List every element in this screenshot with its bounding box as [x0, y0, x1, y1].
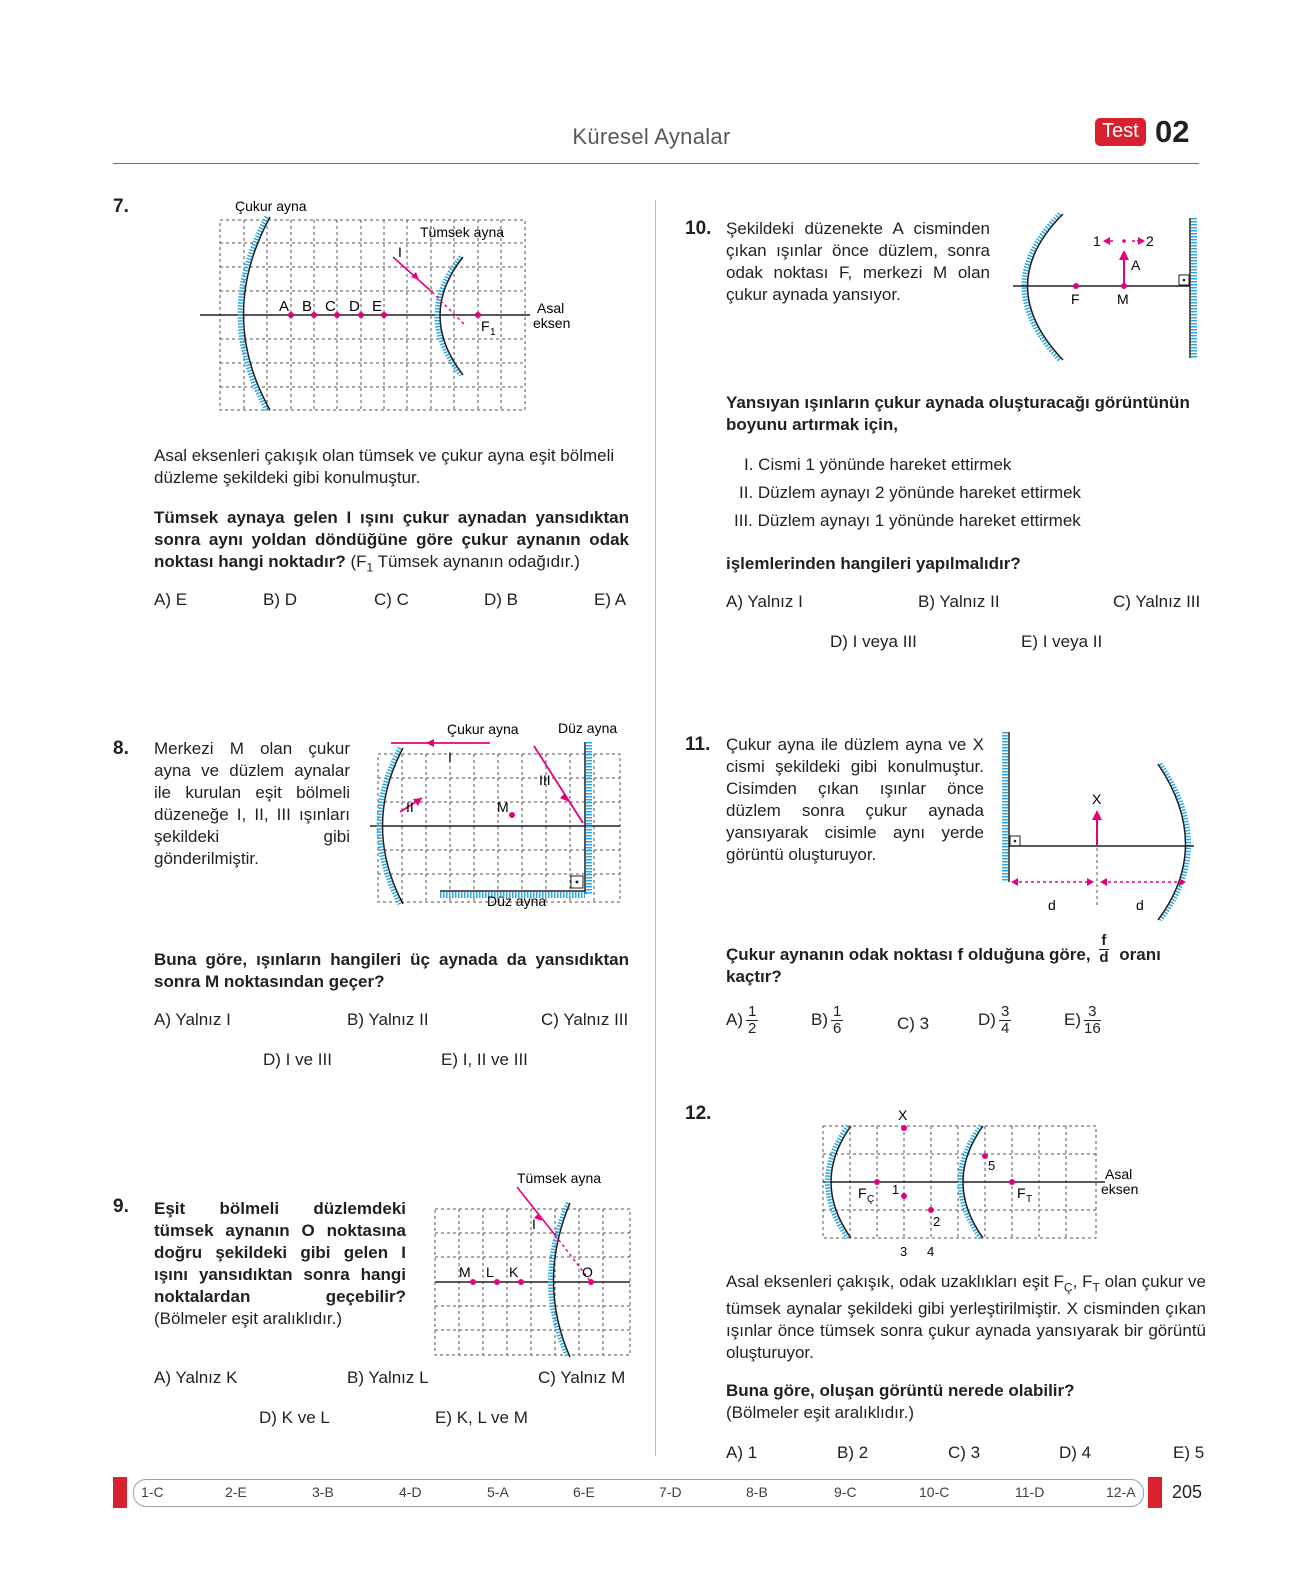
- q9-option-b[interactable]: B) Yalnız L: [347, 1368, 429, 1387]
- q7-note-a: (F: [345, 552, 367, 571]
- q8-option-d[interactable]: D) I ve III: [263, 1050, 332, 1069]
- q11-number: 11.: [685, 734, 711, 755]
- q12-option-d[interactable]: D) 4: [1059, 1443, 1092, 1462]
- q7-question-bold: Tümsek aynaya gelen I ışını çukur aynadan yansıdıktan sonra aynı yoldan döndüğüne göre çukur aynanın odak noktası hangi noktadır?: [154, 508, 629, 571]
- q12-p1: 1: [892, 1182, 900, 1197]
- q10-dir-1: 1: [1093, 233, 1101, 249]
- q8-question: Buna göre, ışınların hangileri üç aynada da yansıdıktan sonra M noktasından geçer?: [154, 950, 629, 991]
- q11-option-c[interactable]: C) 3: [897, 1014, 930, 1033]
- q8-number: 8.: [113, 738, 129, 759]
- answer-6: 6-E: [573, 1484, 595, 1500]
- q8-option-a[interactable]: A) Yalnız I: [154, 1010, 231, 1029]
- footer-red-block-right: [1148, 1477, 1162, 1508]
- q8-option-b[interactable]: B) Yalnız II: [347, 1010, 429, 1029]
- test-number: 02: [1155, 114, 1190, 149]
- answer-12: 12-A: [1106, 1484, 1136, 1500]
- page-number: 205: [1172, 1482, 1203, 1502]
- q10-option-a[interactable]: A) Yalnız I: [726, 592, 803, 611]
- q9-question: [154, 1198, 406, 1330]
- q9-question-bold: Eşit bölmeli düzlemdeki tümsek aynanın O noktasına doğru şekildeki gibi gelen I ışını yansıdıktan sonra hangi noktalardan geçebilir?: [154, 1199, 406, 1306]
- q10-question: Yansıyan ışınların çukur aynada oluşturacağı görüntünün boyunu artırmak için,: [726, 393, 1190, 434]
- test-badge: Test: [1095, 118, 1146, 146]
- q7-number: 7.: [113, 196, 129, 217]
- q9-option-a[interactable]: A) Yalnız K: [154, 1368, 238, 1387]
- q12-p5: 5: [988, 1158, 996, 1173]
- q7-point-c: C: [325, 298, 336, 315]
- answer-2: 2-E: [225, 1484, 247, 1500]
- q10-focal: F: [1071, 291, 1080, 307]
- q10-item-1: I. Cismi 1 yönünde hareket ettirmek: [744, 455, 1012, 474]
- q12-figure: [815, 1100, 1145, 1260]
- q12-p3: 3: [900, 1244, 908, 1259]
- q11-ratio-den: d: [1099, 949, 1109, 967]
- answer-3: 3-B: [312, 1484, 334, 1500]
- q11-d2: d: [1136, 897, 1144, 913]
- q9-ray-label: I: [532, 1216, 536, 1232]
- answer-key-bar: [133, 1479, 1144, 1507]
- column-divider: [655, 200, 656, 1456]
- q12-note: (Bölmeler eşit aralıklıdır.): [726, 1403, 914, 1422]
- q10-figure: [1000, 210, 1205, 370]
- q12-p2: 2: [933, 1214, 941, 1229]
- answer-1: 1-C: [141, 1484, 164, 1500]
- q8-option-c[interactable]: C) Yalnız III: [541, 1010, 629, 1029]
- q11-option-e[interactable]: E) $\frac{3}{16}$: [1064, 1003, 1101, 1037]
- q8-concave-label: Çukur ayna: [447, 721, 519, 737]
- q7-convex-label: Tümsek ayna: [420, 224, 505, 240]
- q12-option-e[interactable]: E) 5: [1173, 1443, 1205, 1462]
- q7-axis-label-2: eksen: [533, 315, 571, 331]
- q11-question-a: Çukur aynanın odak noktası f olduğuna göre,: [726, 945, 1091, 964]
- q7-option-d[interactable]: D) B: [484, 590, 518, 609]
- q7-note-sub: 1: [366, 560, 374, 575]
- q9-point-l: L: [486, 1264, 494, 1280]
- q12-object: X: [898, 1107, 908, 1123]
- answer-5: 5-A: [487, 1484, 509, 1500]
- q7-text: Asal eksenleri çakışık olan tümsek ve çukur ayna eşit bölmeli düzleme şekildeki gibi konulmuştur.: [154, 446, 615, 487]
- q7-note-b: Tümsek aynanın odağıdır.): [373, 552, 580, 571]
- q12-axis-label-1: Asal: [1105, 1166, 1133, 1182]
- q12-axis-label-2: eksen: [1101, 1181, 1139, 1197]
- answer-7: 7-D: [659, 1484, 682, 1500]
- q10-object: A: [1131, 257, 1141, 273]
- q9-note: (Bölmeler eşit aralıklıdır.): [154, 1309, 342, 1328]
- q11-question-b: oranı kaçtır?: [726, 945, 1161, 987]
- q10-number: 10.: [685, 218, 712, 239]
- q9-point-k: K: [509, 1264, 519, 1280]
- q8-figure: [370, 720, 635, 928]
- q7-focal-label: F: [481, 318, 490, 334]
- q12-ft: F: [1017, 1185, 1026, 1201]
- q11-text: Çukur ayna ile düzlem ayna ve X cismi şekildeki gibi konulmuştur. Cisimden çıkan ışınlar önce düzlem sonra çukur aynada yansıyarak cisimle aynı yerde görüntü oluşturuyor.: [726, 735, 984, 864]
- q8-plane-label-top: Düz ayna: [558, 720, 618, 736]
- q8-ray-2: II: [406, 799, 414, 815]
- page-title: Küresel Aynalar: [572, 124, 731, 149]
- q9-figure: [425, 1170, 635, 1370]
- q7-point-d: D: [349, 298, 360, 315]
- q8-plane-label-bottom: Düz ayna: [487, 893, 547, 909]
- q11-ratio-num: f: [1099, 933, 1108, 950]
- q9-option-d[interactable]: D) K ve L: [259, 1408, 330, 1427]
- q10-item-3: III. Düzlem aynayı 1 yönünde hareket ettirmek: [734, 511, 1081, 530]
- q11-question: [726, 932, 1206, 988]
- q10-dir-2: 2: [1146, 233, 1154, 249]
- q10-option-c[interactable]: C) Yalnız III: [1113, 592, 1201, 611]
- q8-text: Merkezi M olan çukur ayna ve düzlem aynalar ile kurulan eşit bölmeli düzeneğe I, II, III ışınları şekildeki gibi gönderilmiştir.: [154, 739, 350, 868]
- q10-question-2: işlemlerinden hangileri yapılmalıdır?: [726, 554, 1021, 573]
- q10-option-d[interactable]: D) I veya III: [830, 632, 917, 651]
- answer-9: 9-C: [834, 1484, 857, 1500]
- q12-text: Asal eksenleri çakışık, odak uzaklıkları eşit $F_Ç$, $F_T$ olan çukur ve tümsek aynalar şekildeki gibi yerleştirilmiştir. X cisminden çıkan ışınlar önce tümsek sonra çukur aynada yansıyarak bir görüntü oluşturuyor.: [726, 1272, 1206, 1363]
- q11-option-b[interactable]: B) $\frac{1}{6}$: [811, 1003, 842, 1037]
- q10-text: Şekildeki düzenekte A cisminden çıkan ışınlar önce düzlem, sonra odak noktası F, merkezi M olan çukur aynada yansıyor.: [726, 219, 990, 304]
- q12-fc: F: [858, 1185, 867, 1201]
- q11-option-a[interactable]: A) $\frac{1}{2}$: [726, 1003, 757, 1037]
- q8-center-label: M: [497, 799, 509, 815]
- q9-option-c[interactable]: C) Yalnız M: [538, 1368, 626, 1387]
- q12-option-c[interactable]: C) 3: [948, 1443, 981, 1462]
- q8-option-e[interactable]: E) I, II ve III: [441, 1050, 528, 1069]
- answer-4: 4-D: [399, 1484, 422, 1500]
- q7-ray-label: I: [398, 244, 402, 260]
- q12-p4: 4: [927, 1244, 935, 1259]
- q11-option-d[interactable]: D) $\frac{3}{4}$: [978, 1003, 1010, 1037]
- q7-option-b[interactable]: B) D: [263, 590, 297, 609]
- q11-d1: d: [1048, 897, 1056, 913]
- q7-question: [154, 507, 629, 578]
- q10-option-b[interactable]: B) Yalnız II: [918, 592, 1000, 611]
- q7-figure: [195, 195, 585, 420]
- q7-point-a: A: [279, 298, 290, 315]
- q7-point-e: E: [372, 298, 383, 315]
- q7-option-a[interactable]: A) E: [154, 590, 188, 609]
- q12-option-a[interactable]: A) 1: [726, 1443, 758, 1462]
- q10-option-e[interactable]: E) I veya II: [1021, 632, 1103, 651]
- q7-concave-label: Çukur ayna: [235, 198, 307, 214]
- q7-focal-sub: 1: [490, 327, 496, 338]
- q10-item-2: II. Düzlem aynayı 2 yönünde hareket ettirmek: [739, 483, 1082, 502]
- q10-center: M: [1117, 291, 1129, 307]
- q7-point-b: B: [302, 298, 313, 315]
- q12-option-b[interactable]: B) 2: [837, 1443, 869, 1462]
- q12-ft-sub: T: [1026, 1194, 1033, 1205]
- answer-8: 8-B: [746, 1484, 768, 1500]
- q12-question: Buna göre, oluşan görüntü nerede olabilir?: [726, 1381, 1075, 1400]
- q9-number: 9.: [113, 1196, 129, 1217]
- q12-number: 12.: [685, 1103, 712, 1124]
- q12-fc-sub: Ç: [867, 1194, 875, 1205]
- q7-option-e[interactable]: E) A: [594, 590, 627, 609]
- q9-target-o: O: [582, 1264, 593, 1280]
- header-divider: [113, 163, 1199, 164]
- answer-11: 11-D: [1015, 1484, 1045, 1500]
- footer-red-block-left: [113, 1477, 127, 1508]
- q9-convex-label: Tümsek ayna: [517, 1170, 602, 1186]
- q9-point-m: M: [459, 1264, 471, 1280]
- answer-10: 10-C: [919, 1484, 950, 1500]
- q11-object: X: [1092, 791, 1102, 807]
- q7-option-c[interactable]: C) C: [374, 590, 409, 609]
- q8-ray-3: III: [539, 772, 551, 788]
- q9-option-e[interactable]: E) K, L ve M: [435, 1408, 528, 1427]
- q8-ray-1: I: [448, 749, 452, 765]
- q11-figure: [995, 730, 1205, 920]
- q7-axis-label-1: Asal: [537, 300, 565, 316]
